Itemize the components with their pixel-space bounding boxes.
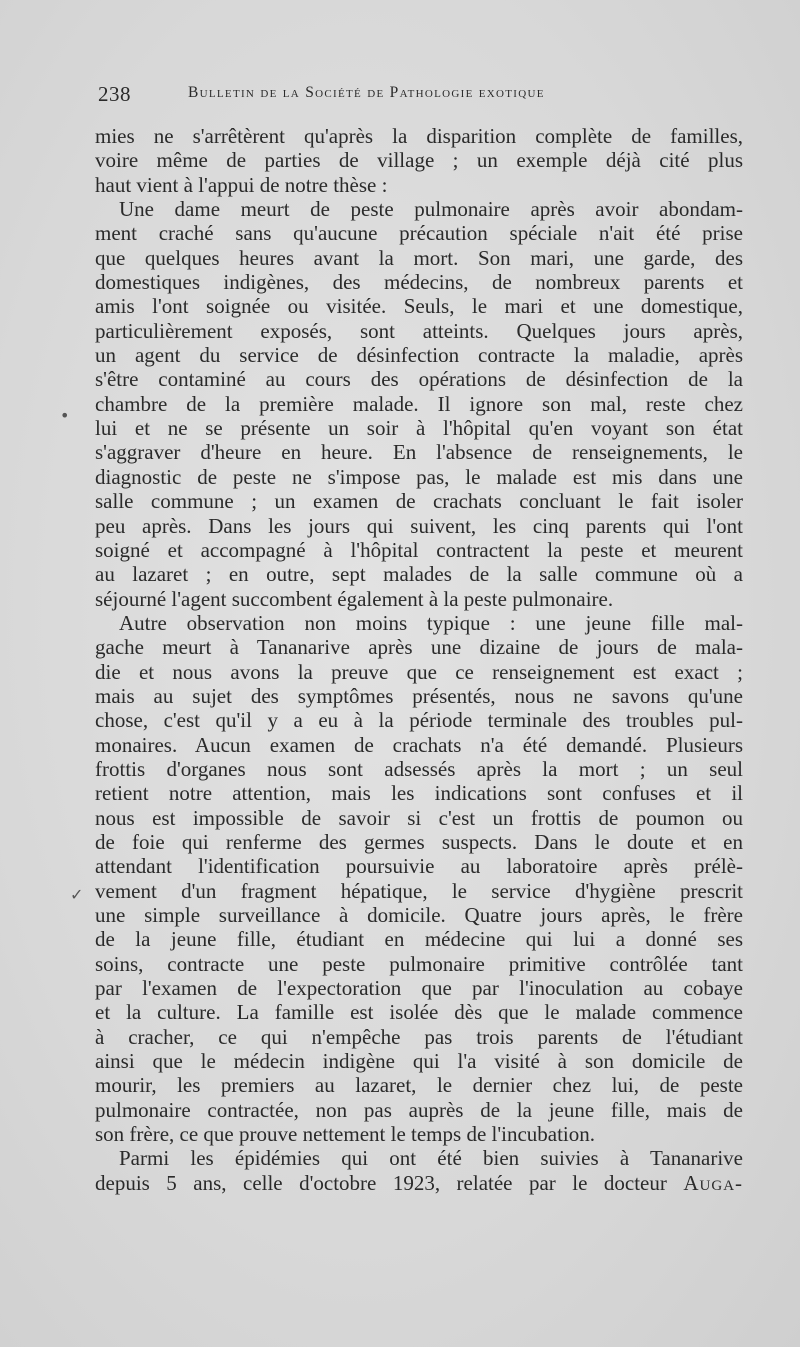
text-line: ment craché sans qu'aucune précaution spéciale n'ait été prise bbox=[95, 221, 743, 246]
text-line: par l'examen de l'expectoration que par l'inoculation au cobaye bbox=[95, 976, 743, 1001]
margin-dot-mark: • bbox=[60, 406, 70, 425]
text-line: séjourné l'agent succombent également à la peste pulmonaire. bbox=[95, 586, 614, 611]
running-head bbox=[98, 82, 738, 112]
text-line: vement d'un fragment hépatique, le service d'hygiène prescrit bbox=[95, 878, 743, 903]
text-line: retient notre attention, mais les indications sont confuses et il bbox=[95, 781, 743, 806]
text-line: une simple surveillance à domicile. Quatre jours après, le frère bbox=[95, 903, 743, 927]
body-text bbox=[95, 124, 743, 1195]
text-line: peu après. Dans les jours qui suivent, les cinq parents qui l'ont bbox=[95, 513, 743, 538]
text-line: gache meurt à Tananarive après une dizaine de jours de mala- bbox=[95, 635, 743, 660]
text-line: chose, c'est qu'il y a eu à la période terminale des troubles pul- bbox=[95, 708, 743, 733]
text-line: domestiques indigènes, des médecins, de nombreux parents et bbox=[95, 270, 743, 295]
text-line: s'être contaminé au cours des opérations de désinfection de la bbox=[95, 367, 743, 392]
text-line: soins, contracte une peste pulmonaire primitive contrôlée tant bbox=[95, 951, 743, 976]
text-line: voire même de parties de village ; un exemple déjà cité plus bbox=[95, 148, 743, 173]
text-line: die et nous avons la preuve que ce renseignement est exact ; bbox=[95, 659, 743, 684]
text-line: monaires. Aucun examen de crachats n'a été demandé. Plusieurs bbox=[95, 732, 743, 757]
text-line: de foie qui renferme des germes suspects. Dans le doute et en bbox=[95, 829, 743, 854]
text-line: particulièrement exposés, sont atteints. Quelques jours après, bbox=[95, 318, 743, 343]
text-line: diagnostic de peste ne s'impose pas, le malade est mis dans une bbox=[95, 464, 743, 489]
text-line: que quelques heures avant la mort. Son mari, une garde, des bbox=[95, 245, 743, 270]
text-line: mourir, les premiers au lazaret, le dernier chez lui, de peste bbox=[95, 1073, 743, 1098]
text-line: nous est impossible de savoir si c'est un frottis de poumon ou bbox=[95, 805, 743, 830]
text-line: lui et ne se présente un soir à l'hôpital qu'en voyant son état bbox=[95, 416, 743, 441]
text-line-final-smallcaps: Auga- bbox=[683, 1170, 743, 1195]
text-line: Autre observation non moins typique : une jeune fille mal- bbox=[119, 610, 743, 635]
text-line-final-body: depuis 5 ans, celle d'octobre 1923, relatée par le docteur bbox=[95, 1170, 667, 1195]
page-number: 238 bbox=[98, 82, 131, 106]
text-line: mies ne s'arrêtèrent qu'après la disparition complète de familles, bbox=[95, 124, 743, 148]
text-line: frottis d'organes nous sont adsessés après la mort ; un seul bbox=[95, 756, 743, 781]
text-line: chambre de la première malade. Il ignore son mal, reste chez bbox=[95, 391, 743, 416]
text-line: attendant l'identification poursuivie au laboratoire après prélè- bbox=[95, 854, 743, 879]
text-line: son frère, ce que prouve nettement le temps de l'incubation. bbox=[95, 1122, 596, 1147]
text-line: pulmonaire contractée, non pas auprès de la jeune fille, mais de bbox=[95, 1097, 743, 1122]
text-line: Une dame meurt de peste pulmonaire après avoir abondam- bbox=[119, 197, 743, 222]
text-line: à cracher, ce qui n'empêche pas trois parents de l'étudiant bbox=[95, 1024, 743, 1049]
text-line: au lazaret ; en outre, sept malades de la salle commune où a bbox=[95, 562, 743, 587]
text-line: salle commune ; un examen de crachats concluant le fait isoler bbox=[95, 489, 743, 514]
text-line: amis l'ont soignée ou visitée. Seuls, le mari et une domestique, bbox=[95, 294, 743, 319]
text-line: s'aggraver d'heure en heure. En l'absence de renseignements, le bbox=[95, 440, 743, 465]
text-line: haut vient à l'appui de notre thèse : bbox=[95, 172, 388, 197]
journal-title: Bulletin de la Société de Pathologie exotique bbox=[188, 84, 545, 101]
text-line: soigné et accompagné à l'hôpital contractent la peste et meurent bbox=[95, 537, 743, 562]
text-line: de la jeune fille, étudiant en médecine qui lui a donné ses bbox=[95, 927, 743, 952]
text-line-final bbox=[95, 1171, 743, 1195]
margin-pencil-mark: ✓ bbox=[70, 885, 84, 904]
text-line: un agent du service de désinfection contracte la maladie, après bbox=[95, 343, 743, 368]
text-line: Parmi les épidémies qui ont été bien suivies à Tananarive bbox=[119, 1146, 743, 1171]
text-line: et la culture. La famille est isolée dès que le malade commence bbox=[95, 1000, 743, 1025]
text-line: mais au sujet des symptômes présentés, nous ne savons qu'une bbox=[95, 683, 743, 708]
text-line: ainsi que le médecin indigène qui l'a visité à son domicile de bbox=[95, 1049, 743, 1074]
